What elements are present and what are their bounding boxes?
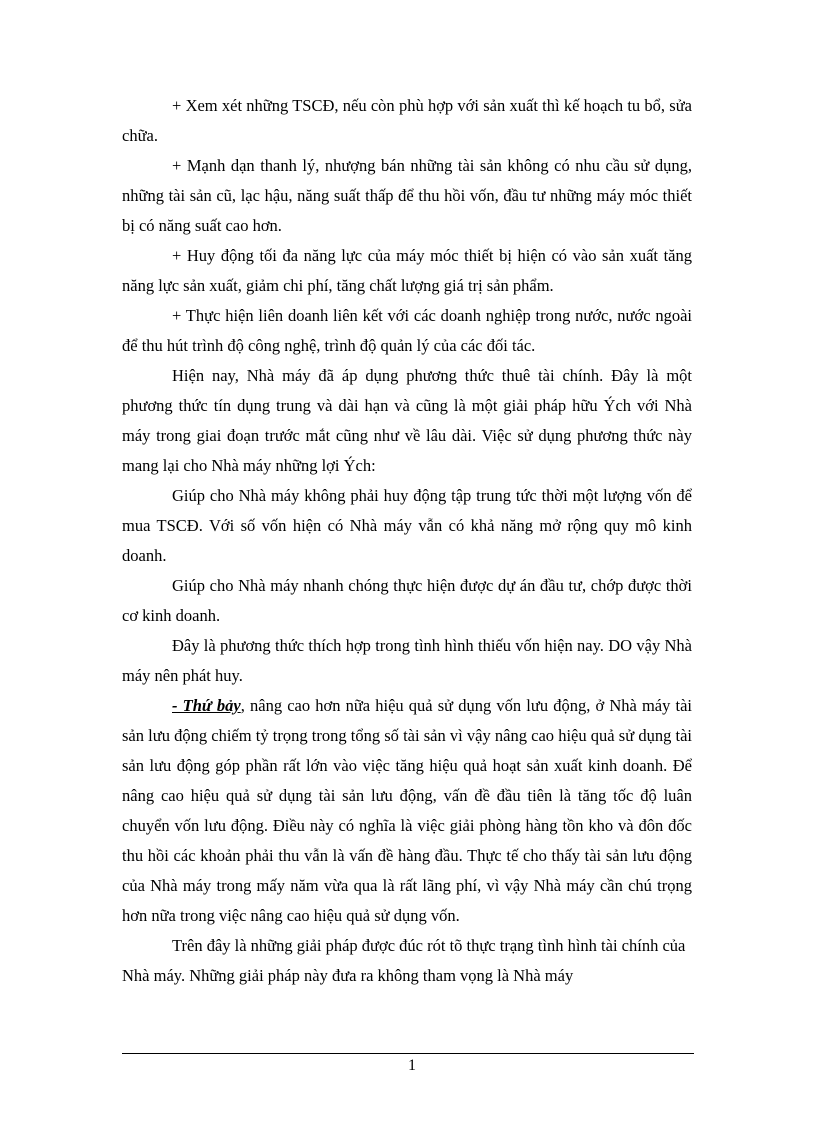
paragraph-review-fixed-assets: + Xem xét những TSCĐ, nếu còn phù hợp với sản xuất thì kế hoạch tu bổ, sửa chữa.: [122, 96, 692, 145]
page-number: 1: [408, 1057, 416, 1074]
paragraph-closing: Trên đây là những giải pháp được đúc rót tõ thực trạng tình hình tài chính của Nhà máy. Những giải pháp này đưa ra không tham vọng là Nhà máy: [122, 936, 686, 985]
paragraph-benefit-capital: Giúp cho Nhà máy không phải huy động tập trung tức thời một lượng vốn để mua TSCĐ. Với số vốn hiện có Nhà máy vẫn có khả năng mở rộng quy mô kinh doanh.: [122, 486, 692, 565]
paragraph-mobilize-capacity: + Huy động tối đa năng lực của máy móc thiết bị hiện có vào sản xuất tăng năng lực sản xuất, giảm chi phí, tăng chất lượng giá trị sản phẩm.: [122, 246, 692, 295]
paragraph-benefit-project: Giúp cho Nhà máy nhanh chóng thực hiện được dự án đầu tư, chớp được thời cơ kinh doanh.: [122, 576, 692, 625]
body-text: [122, 91, 692, 991]
paragraph-liquidate-assets: + Mạnh dạn thanh lý, nhượng bán những tài sản không có nhu cầu sử dụng, những tài sản cũ, lạc hậu, năng suất thấp để thu hồi vốn, đầu tư những máy móc thiết bị có năng suất cao hơn.: [122, 156, 692, 235]
paragraph-financial-leasing: Hiện nay, Nhà máy đã áp dụng phương thức thuê tài chính. Đây là một phương thức tín dụng trung và dài hạn và cũng là một giải pháp hữu Ých với Nhà máy trong giai đoạn trước mắt cũng như về lâu dài. Việc sử dụng phương thức này mang lại cho Nhà máy những lợi Ých:: [122, 366, 692, 475]
paragraph-joint-venture: + Thực hiện liên doanh liên kết với các doanh nghiệp trong nước, nước ngoài để thu hút trình độ công nghệ, trình độ quản lý của các đối tác.: [122, 306, 692, 355]
footer-divider: [122, 1053, 694, 1054]
seventh-solution-body: , nâng cao hơn nữa hiệu quả sử dụng vốn lưu động, ở Nhà máy tài sản lưu động chiếm tỷ trọng trong tổng số tài sản vì vậy nâng cao hiệu quả sử dụng tài sản lưu động góp phần rất lớn vào việc tăng hiệu quả hoạt sản xuất kinh doanh. Để nâng cao hiệu quả sử dụng tài sản lưu động, vấn đề đầu tiên là tăng tốc độ luân chuyển vốn lưu động. Điều này có nghĩa là việc giải phòng hàng tồn kho và đôn đốc thu hồi các khoản phải thu vẫn là vấn đề hàng đầu. Thực tế cho thấy tài sản lưu động của Nhà máy trong mấy năm vừa qua là rất lãng phí, vì vậy Nhà máy cần chú trọng hơn nữa trong việc nâng cao hiệu quả sử dụng vốn.: [122, 696, 692, 925]
paragraph-suitable-method: Đây là phương thức thích hợp trong tình hình thiếu vốn hiện nay. DO vậy Nhà máy nên phát huy.: [122, 636, 692, 685]
seventh-solution-lead: - Thứ bảy: [172, 696, 241, 715]
paragraph-seventh-solution: [122, 691, 692, 931]
